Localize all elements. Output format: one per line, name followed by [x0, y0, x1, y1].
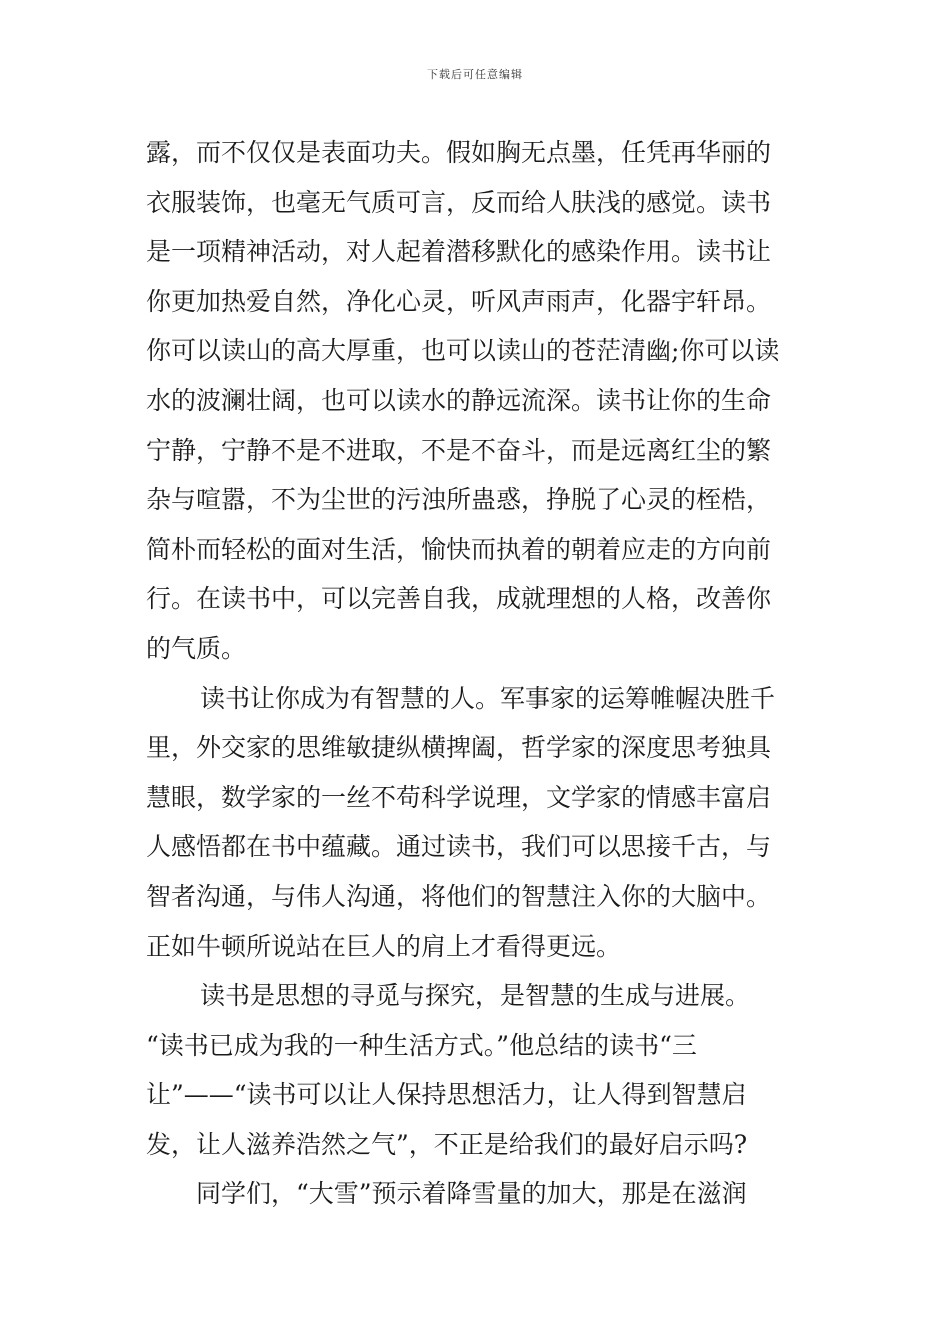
paragraph-start-line: 读书是思想的寻觅与探究，是智慧的生成与进展。 — [200, 981, 751, 1011]
text-line: 慧眼，数学家的一丝不苟科学说理，文学家的情感丰富启 — [146, 782, 772, 812]
text-line: 发，让人滋养浩然之气”，不正是给我们的最好启示吗? — [146, 1129, 748, 1159]
text-line: 的气质。 — [146, 633, 247, 663]
paragraph-start-line: 读书让你成为有智慧的人。军事家的运筹帷幄决胜千 — [200, 683, 776, 713]
text-line: 行。在读书中，可以完善自我，成就理想的人格，改善你 — [146, 584, 772, 614]
text-line: 衣服装饰，也毫无气质可言，反而给人肤浅的感觉。读书 — [146, 187, 772, 217]
text-line: 水的波澜壮阔，也可以读水的静远流深。读书让你的生命 — [146, 385, 772, 415]
text-line: 是一项精神活动，对人起着潜移默化的感染作用。读书让 — [146, 237, 772, 267]
text-line: 正如牛顿所说站在巨人的肩上才看得更远。 — [146, 931, 622, 961]
text-line: 宁静，宁静不是不进取，不是不奋斗，而是远离红尘的繁 — [146, 435, 772, 465]
text-line: 里，外交家的思维敏捷纵横捭阖，哲学家的深度思考独具 — [146, 733, 772, 763]
text-line: 让”——“读书可以让人保持思想活力，让人得到智慧启 — [146, 1080, 747, 1110]
paragraph-start-line: 同学们，“大雪”预示着降雪量的加大，那是在滋润 — [196, 1179, 747, 1209]
text-line: 露，而不仅仅是表面功夫。假如胸无点墨，任凭再华丽的 — [146, 138, 772, 167]
text-line: 人感悟都在书中蕴藏。通过读书，我们可以思接千古，与 — [146, 832, 772, 862]
document-body — [146, 128, 810, 1219]
text-line: 你可以读山的高大厚重，也可以读山的苍茫清幽;你可以读 — [146, 336, 780, 366]
text-line: 你更加热爱自然，净化心灵，听风声雨声，化器宇轩昂。 — [146, 286, 772, 316]
text-line: “读书已成为我的一种生活方式。”他总结的读书“三 — [146, 1030, 697, 1060]
text-line: 杂与喧嚣，不为尘世的污浊所蛊惑，挣脱了心灵的桎梏， — [146, 485, 772, 515]
text-line: 智者沟通，与伟人沟通，将他们的智慧注入你的大脑中。 — [146, 881, 772, 911]
page-header: 下载后可任意编辑 — [427, 68, 523, 81]
text-line: 简朴而轻松的面对生活，愉快而执着的朝着应走的方向前 — [146, 534, 772, 564]
